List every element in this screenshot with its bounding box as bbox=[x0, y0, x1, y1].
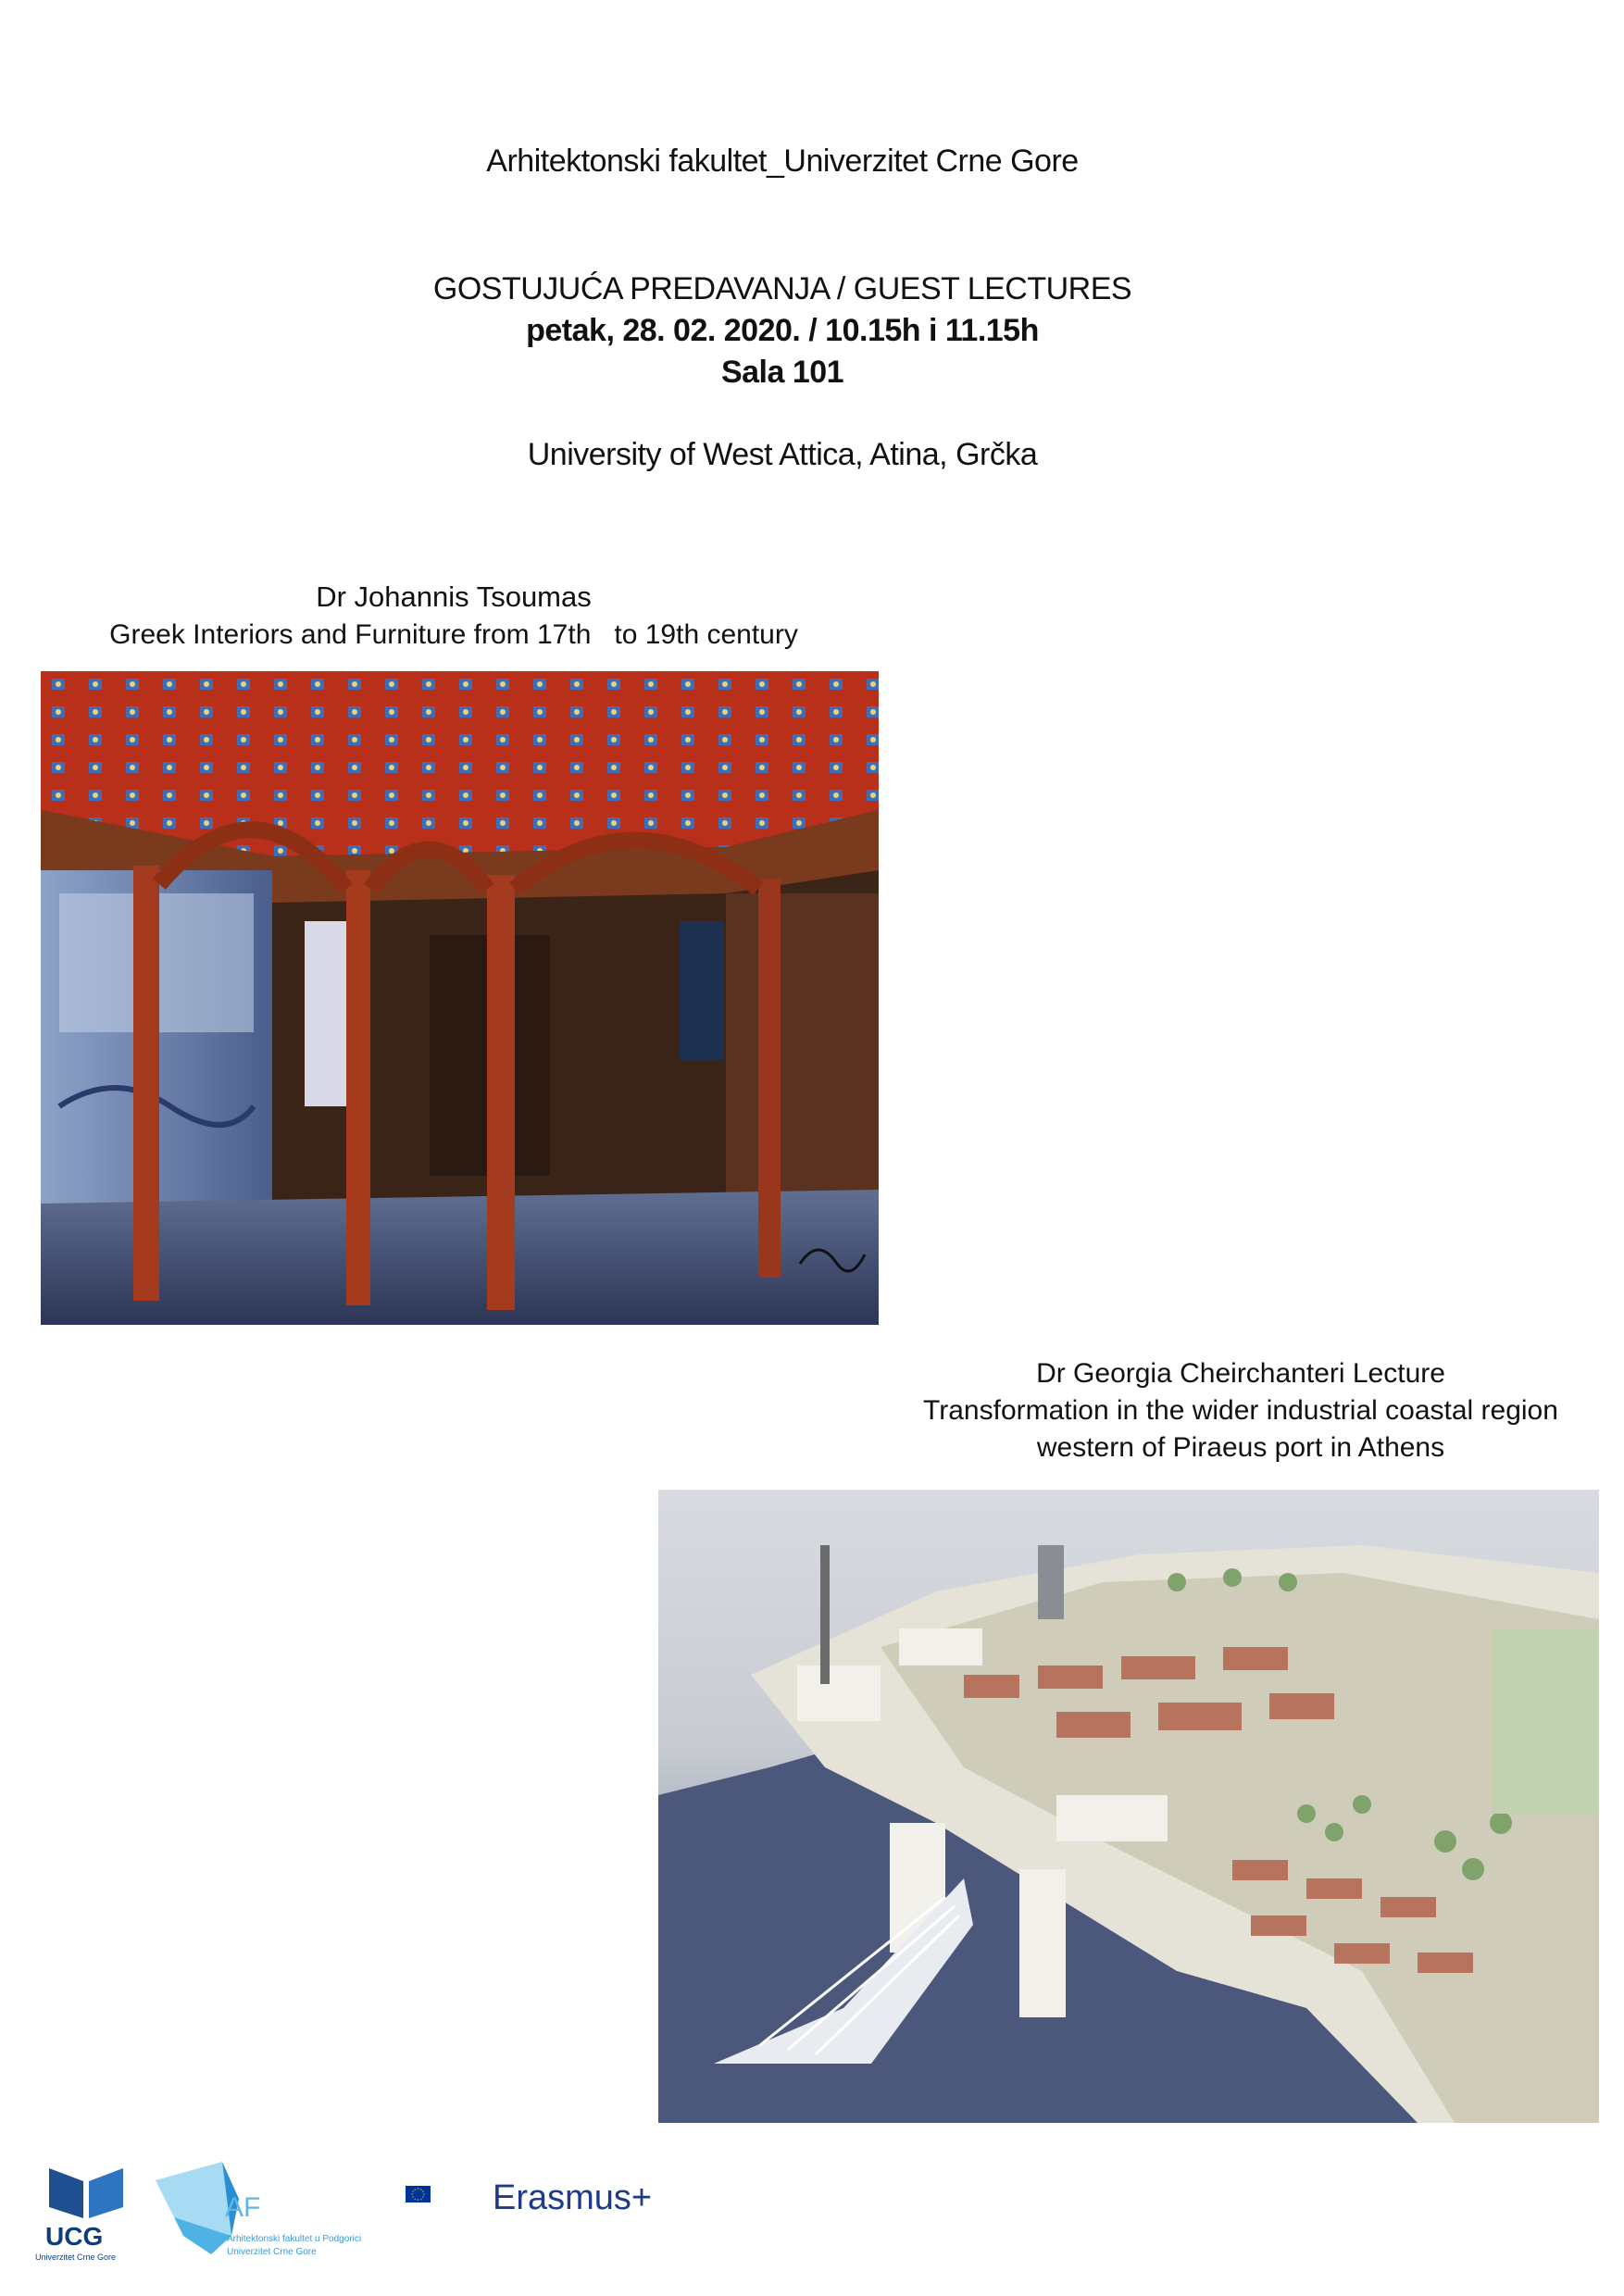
lecture-1-speaker: Dr Johannis Tsoumas bbox=[316, 580, 592, 613]
svg-text:★: ★ bbox=[413, 2187, 417, 2191]
ucg-name: Univerzitet Crne Gore bbox=[35, 2252, 117, 2262]
lecture-2-title-line1: Transformation in the wider industrial coastal region bbox=[923, 1395, 1558, 1426]
lecture-1-caption bbox=[37, 578, 870, 654]
guest-university: University of West Attica, Atina, Grčka bbox=[527, 437, 1038, 472]
erasmus-logo-text: Erasmus+ bbox=[493, 2178, 653, 2217]
lecture-2-caption bbox=[778, 1355, 1624, 1466]
svg-text:★: ★ bbox=[419, 2197, 423, 2202]
svg-text:★: ★ bbox=[411, 2195, 415, 2200]
faculty-title: Arhitektonski fakultet_Univerzitet Crne Gore bbox=[486, 144, 1079, 179]
event-datetime: petak, 28. 02. 2020. / 10.15h i 11.15h bbox=[526, 313, 1039, 348]
event-room: Sala 101 bbox=[720, 355, 844, 390]
af-abbr: AF bbox=[225, 2192, 261, 2223]
svg-text:★: ★ bbox=[421, 2190, 425, 2194]
svg-text:★: ★ bbox=[421, 2195, 425, 2200]
svg-text:★: ★ bbox=[411, 2190, 415, 2194]
svg-text:★: ★ bbox=[413, 2197, 417, 2202]
event-heading bbox=[0, 268, 1565, 393]
svg-text:★: ★ bbox=[410, 2192, 414, 2197]
lecture-2-speaker: Dr Georgia Cheirchanteri Lecture bbox=[1036, 1358, 1445, 1389]
lecture-2-title-line2: western of Piraeus port in Athens bbox=[1036, 1432, 1445, 1463]
lectures-title: GOSTUJUĆA PREDAVANJA / GUEST LECTURES bbox=[432, 271, 1132, 306]
interior-photo bbox=[41, 671, 879, 1325]
svg-text:★: ★ bbox=[417, 2186, 419, 2190]
eu-flag-icon bbox=[406, 2166, 489, 2222]
ucg-abbr: UCG bbox=[45, 2222, 104, 2251]
urban-model-render bbox=[658, 1490, 1599, 2123]
af-name-line2: Univerzitet Crne Gore bbox=[227, 2247, 317, 2257]
svg-text:★: ★ bbox=[419, 2187, 423, 2191]
svg-text:★: ★ bbox=[422, 2192, 426, 2197]
af-name-line1: Arhitektonski fakultet u Podgorici bbox=[227, 2234, 362, 2244]
svg-text:★: ★ bbox=[417, 2198, 419, 2202]
lecture-1-title: Greek Interiors and Furniture from 17th to 19th century bbox=[109, 619, 798, 650]
